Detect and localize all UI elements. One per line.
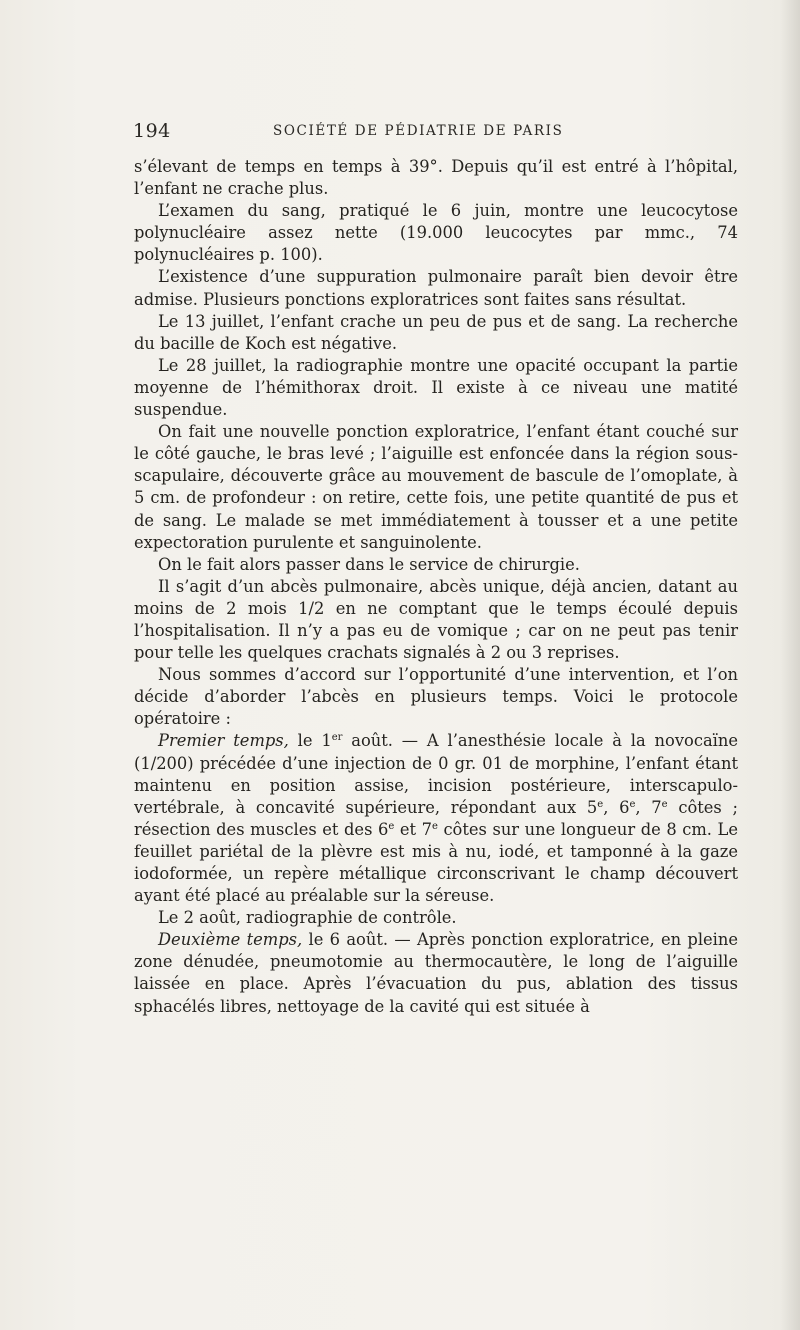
paragraph: Nous sommes d’accord sur l’opportunité d’une intervention, et l’on décide d’aborder l’abcès en plusieurs temps. Voici le protocole opératoire : (134, 665, 738, 729)
paragraph-deuxieme-temps (134, 929, 738, 1017)
text-segment: le 1 (288, 731, 332, 751)
page-edge-shadow (780, 0, 800, 1330)
text-segment: août. — A l’anesthésie locale à la novocaïne (1/200) précédée d’une injection de 0 gr. 01 de morphine, l’enfant étant maintenu en position assise, incision postérieure, interscapulo-vertébrale, à concavité supérieure, répondant aux 5 (134, 731, 738, 817)
superscript: e (388, 820, 395, 832)
superscript: e (597, 798, 604, 810)
running-title: SOCIÉTÉ DE PÉDIATRIE DE PARIS (273, 123, 564, 139)
paragraph-premier-temps (134, 730, 738, 907)
text-segment: le 6 août. — Après ponction exploratrice, en pleine zone dénudée, pneumotomie au thermocautère, le long de l’aiguille laissée en place. Après l’évacuation du pus, ablation des tissus sphacélés libres, nettoyage de la cavité qui est située à (134, 930, 738, 1016)
superscript: er (331, 732, 343, 744)
paragraph: L’examen du sang, pratiqué le 6 juin, montre une leucocytose polynucléaire assez nette (19.000 leucocytes par mmc., 74 polynucléaires p. 100). (134, 201, 738, 265)
body-text (134, 156, 738, 1018)
text-segment: , 6 (603, 797, 630, 817)
superscript: e (431, 820, 438, 832)
superscript: e (661, 798, 668, 810)
paragraph: On le fait alors passer dans le service de chirurgie. (158, 554, 580, 574)
page-header (133, 120, 738, 150)
text-segment: côtes sur une longueur de 8 cm. Le feuillet pariétal de la plèvre est mis à nu, iodé, et tamponné à la gaze iodoformée, un repère métallique circonscrivant le champ découvert ayant été placé au préalable sur la séreuse. (134, 819, 738, 906)
page-number: 194 (133, 120, 171, 142)
superscript: e (629, 798, 636, 810)
paragraph: On fait une nouvelle ponction exploratrice, l’enfant étant couché sur le côté gauche, le bras levé ; l’aiguille est enfoncée dans la région sous-scapulaire, découverte grâce au mouvement de bascule de l’omoplate, à 5 cm. de profondeur : on retire, cette fois, une petite quantité de pus et de sang. Le malade se met immédiatement à tousser et a une petite expectoration purulente et sanguinolente. (134, 422, 738, 552)
paragraph: Le 28 juillet, la radiographie montre une opacité occupant la partie moyenne de l’hémithorax droit. Il existe à ce niveau une matité suspendue. (134, 355, 738, 420)
paragraph: s’élevant de temps en temps à 39°. Depuis qu’il est entré à l’hôpital, l’enfant ne crache plus. (134, 157, 738, 199)
paragraph: L’existence d’une suppuration pulmonaire paraît bien devoir être admise. Plusieurs ponctions exploratrices sont faites sans résultat. (134, 267, 738, 309)
text-segment: côtes ; résection des muscles et des 6 (134, 797, 738, 839)
text-segment: , 7 (635, 797, 662, 817)
text-segment: et 7 (394, 819, 432, 839)
paragraph: Il s’agit d’un abcès pulmonaire, abcès unique, déjà ancien, datant au moins de 2 mois 1/2 en ne comptant que le temps écoulé depuis l’hospitalisation. Il n’y a pas eu de vomique ; car on ne peut pas tenir pour telle les quelques crachats signalés à 2 ou 3 reprises. (134, 576, 738, 663)
deuxieme-temps-label: Deuxième temps, (158, 930, 303, 950)
paragraph: Le 2 août, radiographie de contrôle. (158, 908, 457, 928)
premier-temps-label: Premier temps, (158, 731, 289, 751)
paragraph: Le 13 juillet, l’enfant crache un peu de pus et de sang. La recherche du bacille de Koch est négative. (134, 311, 738, 353)
